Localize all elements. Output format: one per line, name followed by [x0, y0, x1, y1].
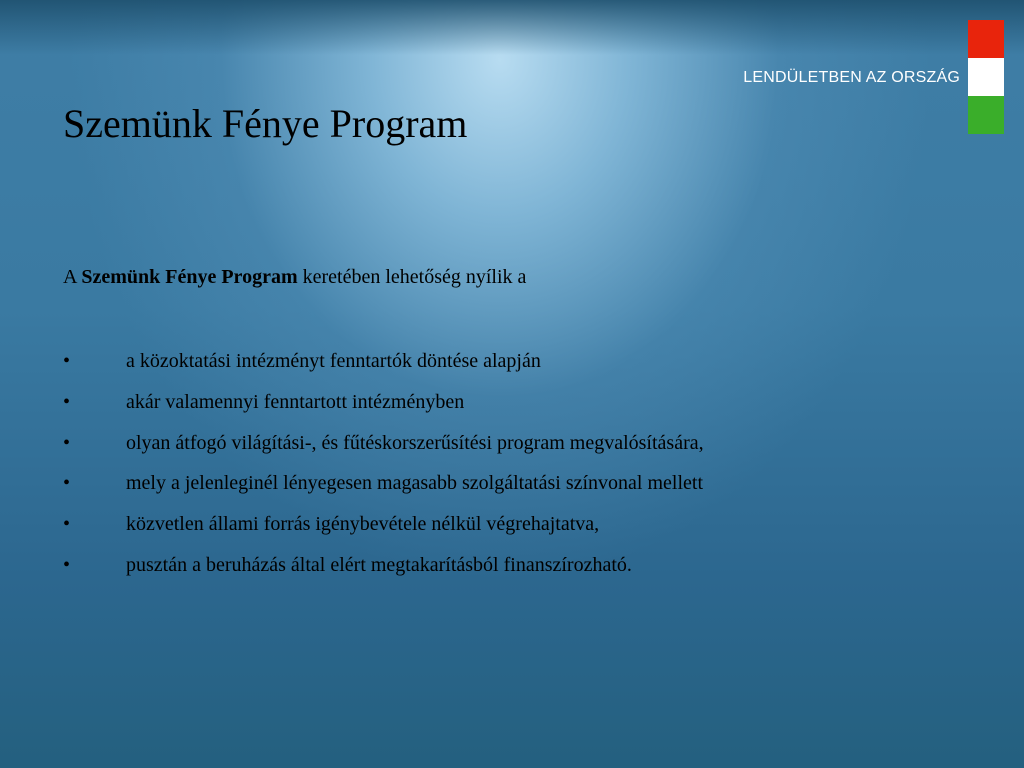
flag-stripe-red: [968, 20, 1004, 58]
bullet-icon: •: [63, 553, 71, 576]
bullet-icon: •: [63, 390, 71, 413]
intro-bold-program-name: Szemünk Fénye Program: [81, 266, 298, 288]
flag-stripe-green: [968, 96, 1004, 134]
flag-stripe-white: [968, 58, 1004, 96]
bullet-icon: •: [63, 431, 71, 454]
bullet-icon: •: [63, 472, 71, 495]
hungarian-flag-icon: [968, 20, 1004, 134]
top-shadow: [0, 0, 1024, 55]
bullet-icon: •: [63, 350, 71, 372]
bullet-text: pusztán a beruházás által elért megtakarításból finanszírozható.: [126, 553, 632, 576]
bullet-text: akár valamennyi fenntartott intézményben: [126, 390, 465, 413]
intro-suffix: keretében lehetőség nyílik a: [302, 266, 527, 288]
intro-prefix: A: [63, 266, 77, 288]
bullet-text: mely a jelenleginél lényegesen magasabb szolgáltatási színvonal mellett: [126, 472, 704, 495]
bullet-text: olyan átfogó világítási-, és fűtéskorszerűsítési program megvalósítására,: [126, 431, 704, 454]
bullet-text: közvetlen állami forrás igénybevétele nélkül végrehajtatva,: [126, 513, 600, 536]
slogan-text: LENDÜLETBEN AZ ORSZÁG: [743, 69, 960, 86]
intro-paragraph: [63, 266, 526, 289]
bullet-icon: •: [63, 513, 71, 536]
bullet-text: a közoktatási intézményt fenntartók döntése alapján: [126, 350, 541, 372]
slide-title: Szemünk Fénye Program: [63, 101, 468, 146]
